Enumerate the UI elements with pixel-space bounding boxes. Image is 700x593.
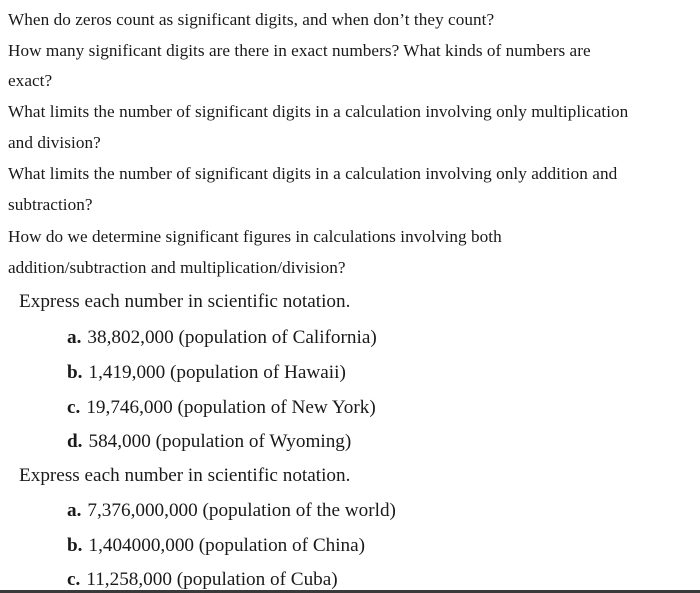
item-letter: c. xyxy=(67,569,81,590)
item-text: 584,000 (population of Wyoming) xyxy=(88,431,352,452)
question-line: What limits the number of significant digits in a calculation involving only multiplication xyxy=(8,102,629,121)
exercise-item xyxy=(67,397,376,419)
item-text: 1,419,000 (population of Hawaii) xyxy=(88,362,346,383)
exercise-item xyxy=(67,535,365,557)
question-line: exact? xyxy=(8,71,53,90)
question-line: addition/subtraction and multiplication/division? xyxy=(8,258,346,277)
item-letter: a. xyxy=(67,327,82,348)
item-letter: d. xyxy=(67,431,83,452)
question-line: What limits the number of significant digits in a calculation involving only addition and xyxy=(8,164,618,183)
exercise-item xyxy=(67,569,338,591)
question-line: subtraction? xyxy=(8,195,93,214)
exercise-item xyxy=(67,327,377,349)
question-line: When do zeros count as significant digits, and when don’t they count? xyxy=(8,10,495,29)
exercise-item xyxy=(67,431,351,453)
item-text: 11,258,000 (population of Cuba) xyxy=(86,569,338,590)
item-letter: b. xyxy=(67,535,83,556)
question-line: and division? xyxy=(8,133,101,152)
item-letter: c. xyxy=(67,397,81,418)
item-text: 38,802,000 (population of California) xyxy=(87,327,377,348)
question-line: How many significant digits are there in exact numbers? What kinds of numbers are xyxy=(8,41,591,60)
item-letter: a. xyxy=(67,500,82,521)
exercise-heading: Express each number in scientific notation. xyxy=(19,291,351,312)
item-text: 19,746,000 (population of New York) xyxy=(86,397,376,418)
item-text: 1,404000,000 (population of China) xyxy=(88,535,366,556)
exercise-item xyxy=(67,500,396,522)
item-text: 7,376,000,000 (population of the world) xyxy=(87,500,396,521)
question-line: How do we determine significant figures in calculations involving both xyxy=(8,227,502,246)
exercise-heading: Express each number in scientific notation. xyxy=(19,465,351,486)
item-letter: b. xyxy=(67,362,83,383)
exercise-item xyxy=(67,362,346,384)
